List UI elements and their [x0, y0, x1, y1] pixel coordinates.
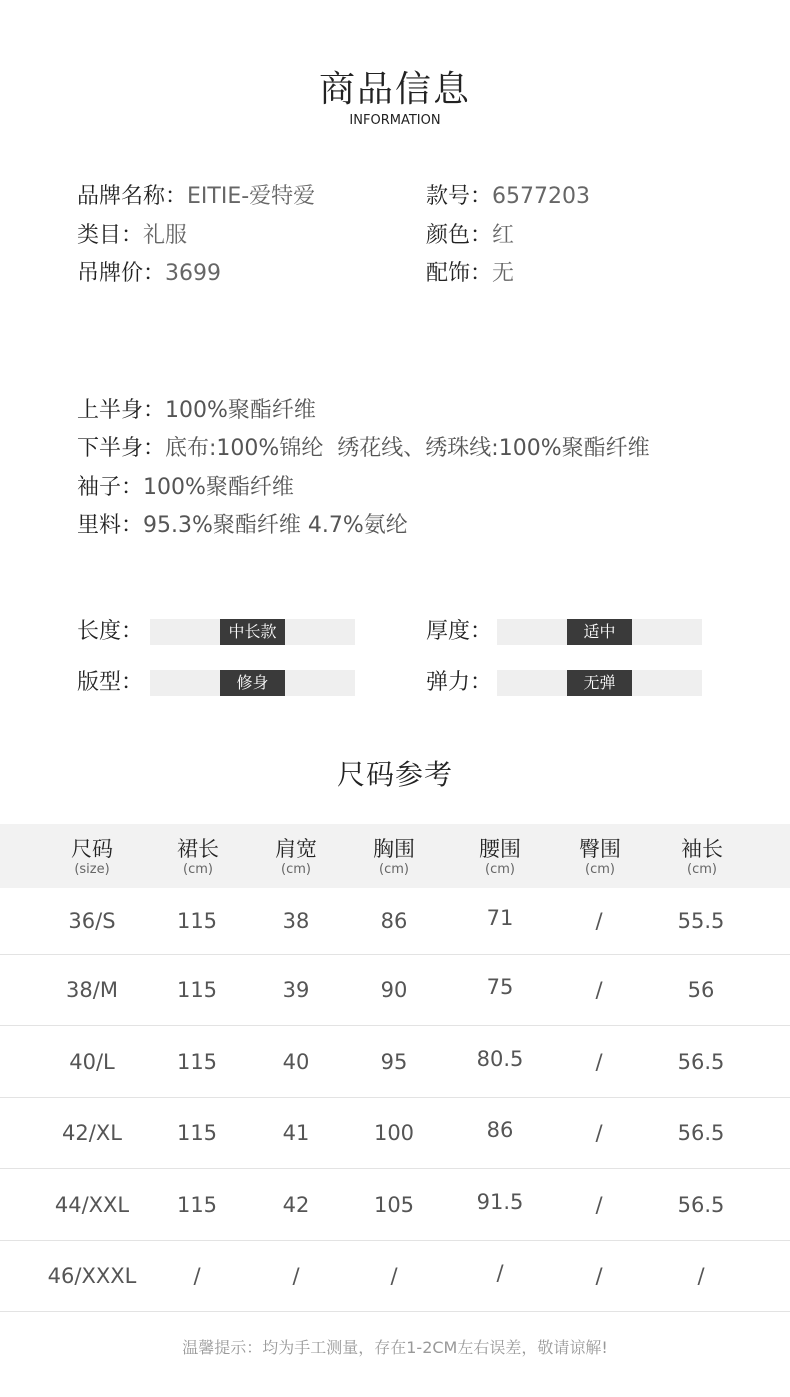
info-price-label: 吊牌价：: [77, 261, 166, 286]
info-color-label: 颜色：: [426, 223, 493, 248]
column-header-unit: (cm): [687, 862, 717, 877]
size-table-header: [0, 824, 790, 888]
info-accessory-label: 配饰：: [426, 261, 493, 286]
column-header-shoulder: [246, 824, 346, 878]
cell-sleeve: 56.5: [677, 1121, 725, 1145]
info-price-value: 3699: [165, 261, 222, 286]
material-upper-value: 100%聚酯纤维: [165, 398, 316, 423]
cell-size: 44/XXL: [54, 1193, 130, 1217]
feature-thickness-value: 适中: [567, 619, 632, 645]
column-header-hip: [550, 824, 650, 878]
feature-thickness-scale: [497, 619, 702, 645]
material-lining: [77, 511, 408, 541]
table-row: [0, 888, 790, 955]
info-category-value: 礼服: [143, 223, 188, 248]
material-sleeve-label: 袖子：: [77, 475, 144, 500]
cell-shoulder: 39: [282, 978, 310, 1002]
material-upper-label: 上半身：: [77, 398, 166, 423]
material-sleeve: [77, 473, 294, 503]
cell-shoulder: 38: [282, 909, 310, 933]
page-title: 商品信息: [318, 69, 471, 110]
cell-waist: 71: [486, 906, 514, 930]
info-color-value: 红: [492, 223, 515, 248]
cell-bust: 90: [380, 978, 408, 1002]
cell-hip: /: [595, 1121, 603, 1145]
info-style-no-label: 款号：: [426, 184, 493, 209]
column-header-unit: (cm): [585, 862, 615, 877]
column-header-label: 肩宽: [275, 837, 317, 861]
feature-fit-label: 版型：: [77, 670, 144, 695]
feature-elasticity-label: 弹力：: [426, 670, 493, 695]
table-row: [0, 1169, 790, 1241]
cell-waist: 75: [486, 975, 514, 999]
cell-waist: 91.5: [476, 1190, 524, 1214]
cell-skirt-length: 115: [176, 909, 218, 933]
column-header-label: 腰围: [479, 837, 521, 861]
column-header-label: 胸围: [373, 837, 415, 861]
info-style-no-value: 6577203: [492, 184, 590, 209]
cell-skirt-length: 115: [176, 1121, 218, 1145]
cell-skirt-length: 115: [176, 1193, 218, 1217]
cell-sleeve: /: [697, 1264, 705, 1288]
table-row: [0, 1098, 790, 1169]
size-section-title: 尺码参考: [336, 758, 453, 791]
info-accessory-value: 无: [492, 261, 515, 286]
column-header-unit: (cm): [379, 862, 409, 877]
column-header-size: [42, 824, 142, 878]
cell-size: 42/XL: [62, 1121, 122, 1145]
feature-elasticity-scale: [497, 670, 702, 696]
cell-sleeve: 56: [687, 978, 715, 1002]
cell-size: 46/XXXL: [47, 1264, 137, 1288]
cell-shoulder: 40: [282, 1050, 310, 1074]
column-header-bust: [344, 824, 444, 878]
cell-skirt-length: 115: [176, 978, 218, 1002]
cell-waist: 80.5: [476, 1047, 524, 1071]
material-upper: [77, 396, 316, 426]
info-price: [77, 259, 221, 289]
cell-waist: 86: [486, 1118, 514, 1142]
material-lower-label: 下半身：: [77, 436, 166, 461]
cell-hip: /: [595, 1050, 603, 1074]
page-subtitle: INFORMATION: [349, 113, 441, 128]
info-brand-value: EITIE-爱特爱: [187, 184, 316, 209]
cell-size: 40/L: [69, 1050, 115, 1074]
column-header-sleeve: [652, 824, 752, 878]
table-row: [0, 1026, 790, 1098]
cell-hip: /: [595, 1264, 603, 1288]
cell-bust: 86: [380, 909, 408, 933]
cell-sleeve: 55.5: [677, 909, 725, 933]
material-lining-label: 里料：: [77, 513, 144, 538]
cell-sleeve: 56.5: [677, 1050, 725, 1074]
material-lining-value: 95.3%聚酯纤维 4.7%氨纶: [143, 513, 408, 538]
footer-note: 温馨提示：均为手工测量，存在1-2CM左右误差，敬请谅解!: [182, 1338, 608, 1357]
cell-skirt-length: /: [193, 1264, 201, 1288]
feature-length-scale: [150, 619, 355, 645]
cell-bust: 95: [380, 1050, 408, 1074]
cell-skirt-length: 115: [176, 1050, 218, 1074]
cell-hip: /: [595, 978, 603, 1002]
feature-thickness-label: 厚度：: [426, 619, 493, 644]
cell-hip: /: [595, 909, 603, 933]
column-header-skirt-length: [148, 824, 248, 878]
table-row: [0, 955, 790, 1026]
info-category-label: 类目：: [77, 223, 144, 248]
column-header-unit: (size): [74, 862, 110, 877]
column-header-label: 裙长: [177, 837, 219, 861]
cell-bust: 100: [373, 1121, 415, 1145]
feature-elasticity-value: 无弹: [567, 670, 632, 696]
cell-sleeve: 56.5: [677, 1193, 725, 1217]
feature-fit-value: 修身: [220, 670, 285, 696]
cell-size: 36/S: [68, 909, 116, 933]
info-accessory: [426, 259, 514, 289]
column-header-label: 尺码: [71, 837, 113, 861]
column-header-label: 臀围: [579, 837, 621, 861]
feature-length-value: 中长款: [220, 619, 285, 645]
info-category: [77, 221, 187, 251]
column-header-unit: (cm): [281, 862, 311, 877]
cell-waist: /: [496, 1261, 504, 1285]
cell-shoulder: 41: [282, 1121, 310, 1145]
material-lower-value: 底布:100%锦纶 绣花线、绣珠线:100%聚酯纤维: [165, 436, 650, 461]
cell-hip: /: [595, 1193, 603, 1217]
cell-size: 38/M: [66, 978, 118, 1002]
column-header-unit: (cm): [183, 862, 213, 877]
table-row: [0, 1241, 790, 1312]
cell-shoulder: /: [292, 1264, 300, 1288]
info-brand: [77, 182, 315, 212]
info-brand-label: 品牌名称：: [77, 184, 188, 209]
cell-bust: 105: [373, 1193, 415, 1217]
column-header-unit: (cm): [485, 862, 515, 877]
material-sleeve-value: 100%聚酯纤维: [143, 475, 294, 500]
material-lower: [77, 434, 650, 464]
feature-length-label: 长度：: [77, 619, 144, 644]
info-style-no: [426, 182, 590, 212]
feature-fit-scale: [150, 670, 355, 696]
cell-shoulder: 42: [282, 1193, 310, 1217]
column-header-label: 袖长: [681, 837, 723, 861]
cell-bust: /: [390, 1264, 398, 1288]
info-color: [426, 221, 514, 251]
column-header-waist: [450, 824, 550, 878]
